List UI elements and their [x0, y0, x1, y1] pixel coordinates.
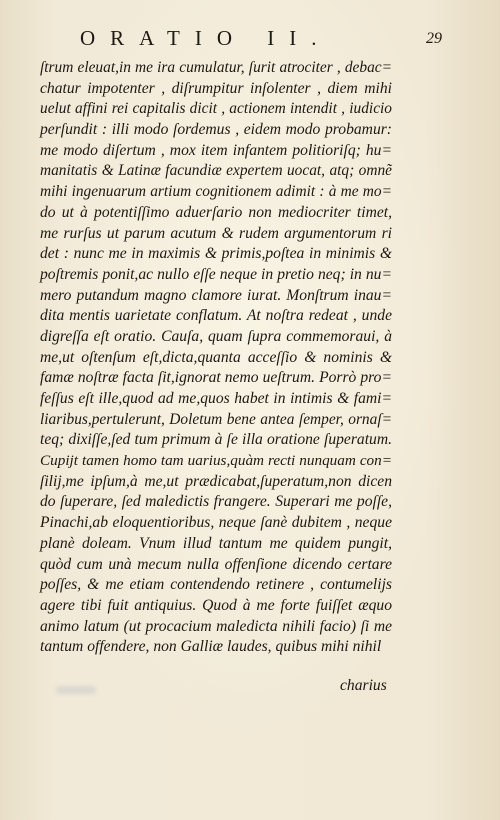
ink-smudge	[56, 686, 96, 694]
text-line: animo latum (ut procacium maledicta nihili facio) ſi me	[40, 617, 392, 635]
text-line: Cupijt tamen homo tam uarius,quàm recti nunquam con=	[40, 452, 392, 470]
text-line: me,ut oſtenſum eſt,dicta,quanta acceſſio & nominis &	[40, 348, 392, 366]
text-line: me rurſus ut parum acutum & rudem argumentorum ri	[40, 224, 392, 242]
text-line: feſſus eſt ille,quod ad me,quos habet in intimis & fami=	[40, 390, 392, 407]
text-line: quòd cum unà mecum nulla offenſione dicendo certare	[40, 555, 392, 573]
text-line: digreſſa eſt oratio. Cauſa, quam ſupra commemoraui, à	[40, 327, 392, 345]
text-line: dita mentis uarietate conflatum. At noſtra redeat , unde	[40, 307, 392, 325]
running-title: ORATIO II.	[80, 26, 332, 50]
text-line: mero putandum magno clamore iurat. Monſtrum inau=	[40, 286, 392, 304]
text-line: teq; dixiſſe,ſed tum primum à ſe illa oratione ſuperatum.	[40, 431, 392, 449]
text-line: do ut à potentiſſimo aduerſario non mediocriter timet,	[40, 203, 392, 221]
text-line: poſtremis ponit,ac nullo eſſe neque in pretio neq; in nu=	[40, 265, 392, 283]
text-line: det : nunc me in maximis & primis,poſtea in minimis &	[40, 245, 392, 263]
page-number: 29	[426, 30, 442, 47]
text-line: famæ noſtræ facta ſit,ignorat nemo ueſtrum. Porrò pro=	[40, 369, 392, 387]
text-line: tantum offendere, non Galliæ laudes, quibus mihi nihil	[40, 638, 382, 656]
text-line: ſilij,me ipſum,à me,ut prædicabat,ſuperatum,non dicen	[40, 472, 392, 490]
text-line: agere tibi fuit antiquius. Quod à me forte fuiſſet æquo	[40, 596, 392, 614]
text-line: do ſuperare, ſed maledictis frangere. Superari me poſſe,	[40, 493, 392, 511]
catchword: charius	[340, 677, 387, 694]
text-line: me modo diſertum , mox item infantem politioriſq; hu=	[40, 141, 392, 159]
text-line: mihi ingenuarum artium cognitionem adimit : à me mo=	[40, 183, 392, 201]
text-line: perſundit : illi modo ſordemus , eidem modo probamur:	[40, 121, 392, 139]
body-text	[40, 58, 392, 658]
text-line: planè doleam. Vnum illud tantum me quidem pungit,	[40, 534, 392, 552]
text-line: liaribus,pertulerunt, Doletum bene antea ſemper, ornaſ=	[40, 410, 392, 428]
text-line: uelut affini rei capitalis dicit , actionem intendit , iudicio	[40, 100, 392, 118]
text-line: ſtrum eleuat,in me ira cumulatur, ſurit atrociter , debac=	[40, 59, 392, 76]
page-header	[0, 26, 500, 54]
text-line: chatur impotenter , diſrumpitur inſolenter , diem mihi	[40, 79, 392, 97]
text-line: poſſes, & me etiam contendendo retinere , contumelijs	[40, 576, 392, 594]
text-line: manitatis & Latinæ facundiæ expertem uocat, atq; omnẽ	[40, 162, 392, 180]
text-line: Pinachi,ab eloquentioribus, neque ſanè dubitem , neque	[40, 514, 392, 532]
